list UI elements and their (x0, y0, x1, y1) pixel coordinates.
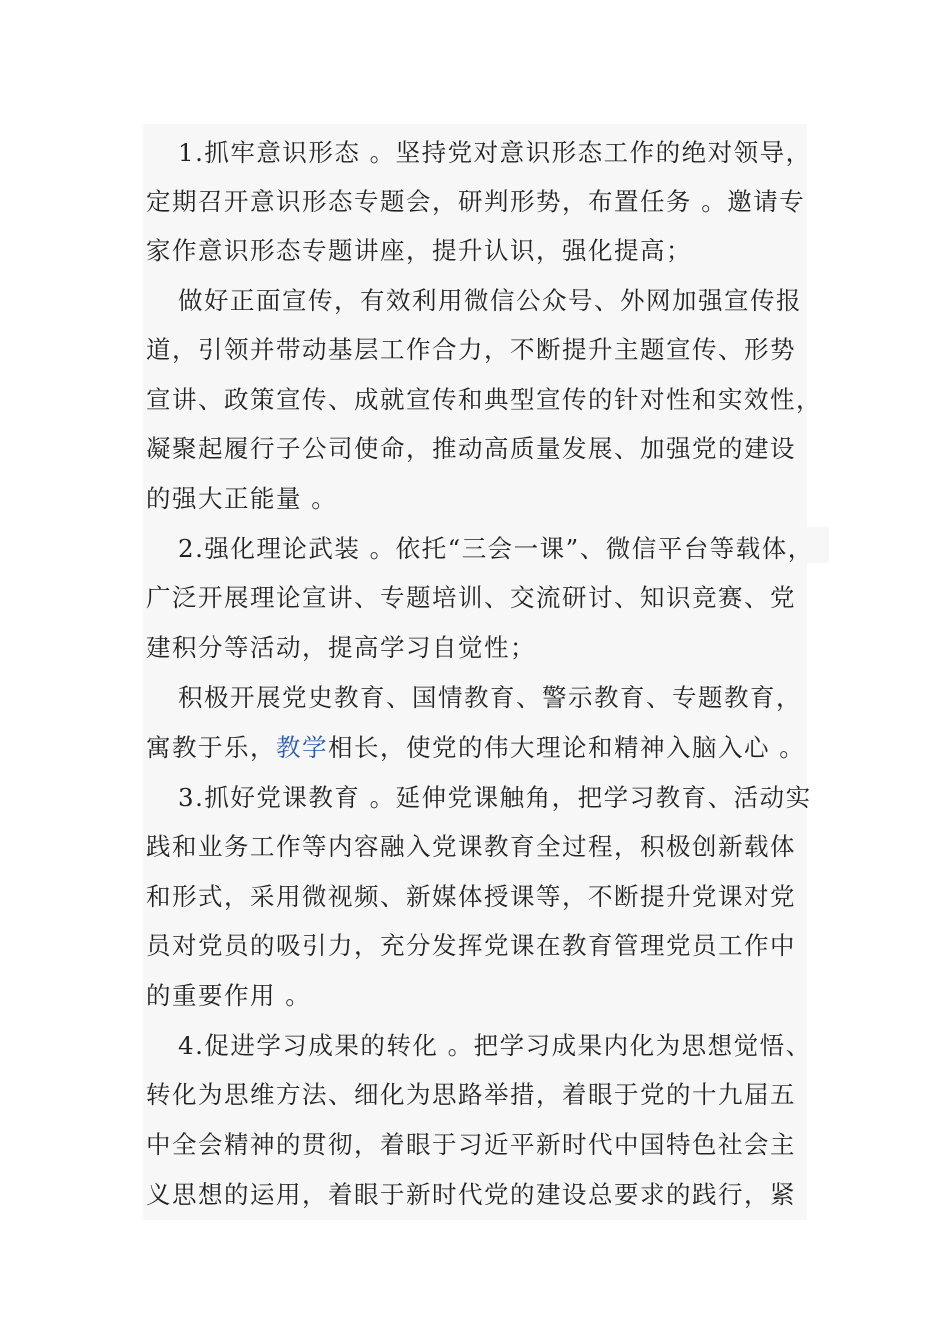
paragraph-line: 凝聚起履行子公司使命，推动高质量发展、加强党的建设 (146, 434, 796, 463)
paragraph-line: 4.促进学习成果的转化 。把学习成果内化为思想觉悟、 (178, 1031, 812, 1060)
paragraph-line: 和形式，采用微视频、新媒体授课等，不断提升党课对党 (146, 882, 796, 911)
paragraph-line (146, 732, 805, 764)
paragraph-line: 定期召开意识形态专题会，研判形势，布置任务 。邀请专 (146, 187, 806, 216)
paragraph-line: 员对党员的吸引力，充分发挥党课在教育管理党员工作中 (146, 931, 796, 960)
paragraph-line: 宣讲、政策宣传、成就宣传和典型宣传的针对性和实效性， (146, 385, 822, 414)
paragraph-line: 2.强化理论武装 。依托“三会一课”、微信平台等载体， (178, 534, 814, 563)
paragraph-line: 做好正面宣传，有效利用微信公众号、外网加强宣传报 (178, 286, 802, 315)
line-segment: 相长，使党的伟大理论和精神入脑入心 。 (328, 733, 806, 762)
paragraph-line: 道，引领并带动基层工作合力，不断提升主题宣传、形势 (146, 335, 796, 364)
paragraph-line: 义思想的运用，着眼于新时代党的建设总要求的践行，紧 (146, 1180, 796, 1209)
paragraph-line: 践和业务工作等内容融入党课教育全过程，积极创新载体 (146, 832, 796, 861)
paragraph-line: 积极开展党史教育、国情教育、警示教育、专题教育， (178, 683, 802, 712)
paragraph-line: 的强大正能量 。 (146, 484, 338, 513)
paragraph-line: 1.抓牢意识形态 。坚持党对意识形态工作的绝对领导， (178, 138, 812, 167)
paragraph-line: 3.抓好党课教育 。延伸党课触角，把学习教育、活动实 (178, 783, 812, 812)
teaching-link[interactable]: 教学 (276, 733, 328, 762)
line-segment: 寓教于乐， (146, 733, 276, 762)
paragraph-line: 广泛开展理论宣讲、专题培训、交流研讨、知识竞赛、党 (146, 583, 796, 612)
paragraph-line: 转化为思维方法、细化为思路举措，着眼于党的十九届五 (146, 1080, 796, 1109)
paragraph-line: 中全会精神的贯彻，着眼于习近平新时代中国特色社会主 (146, 1130, 796, 1159)
paragraph-line: 的重要作用 。 (146, 981, 312, 1010)
paragraph-line: 建积分等活动，提高学习自觉性； (146, 633, 536, 662)
paragraph-line: 家作意识形态专题讲座，提升认识，强化提高； (146, 236, 692, 265)
